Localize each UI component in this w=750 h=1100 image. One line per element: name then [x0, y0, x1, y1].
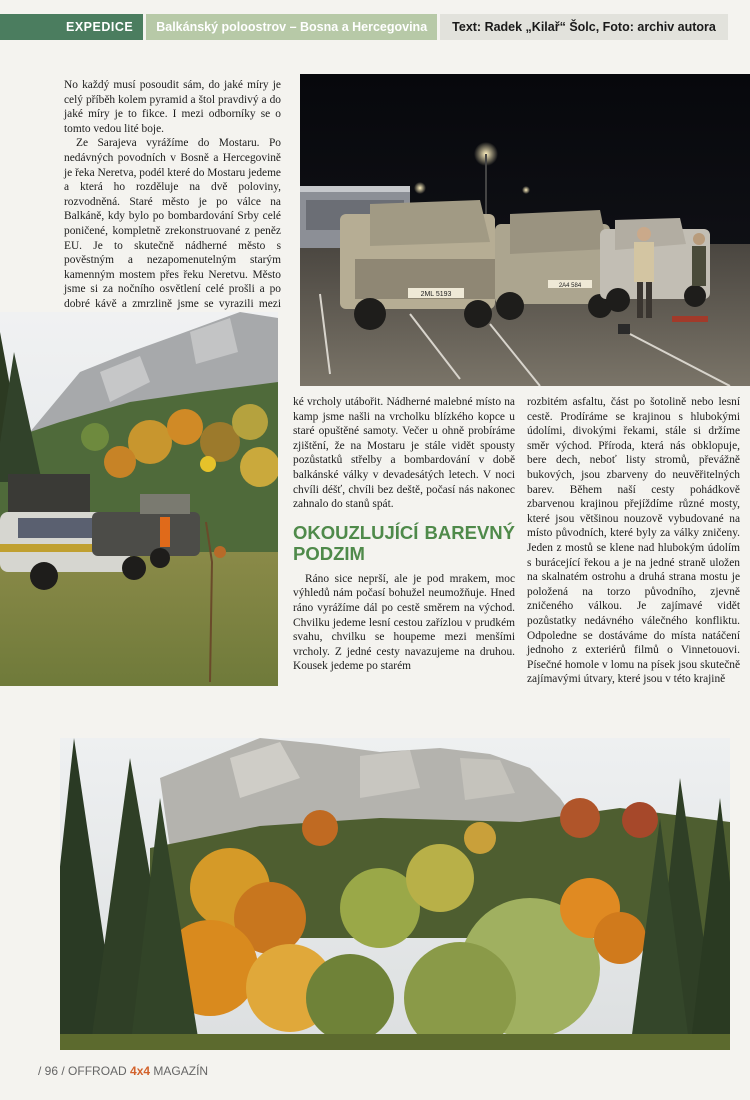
landscape-graphic	[60, 738, 730, 1050]
photo-night-camp	[300, 74, 750, 386]
magazine-name-accent: 4x4	[130, 1064, 151, 1078]
article-header	[0, 14, 728, 40]
text-column-3	[527, 395, 740, 687]
magazine-name: / OFFROAD	[61, 1064, 127, 1078]
text-column-1	[64, 78, 281, 326]
paragraph: rozbitém asfaltu, část po šotolině nebo lesní cestě. Prodíráme se krajinou s hlubokými údolími, divokými řekami, stále si držíme směr východ. Příroda, která nás obklopuje, bere dech, neboť listy stromů, převážně bukových, jsou zbarveny do neuvěřitelných barev. Během naší cesty pohádkově zbarvenou krajinou přejíždíme různé mosty, které jsou většinou nouzově vybudované na místo původních, které byly za války zničeny. Jeden z mostů se klene nad hlubokým údolím s burácející řekou a je na jedné straně uložen na skalnatém ostrohu a druhá strana mostu je položená na torzo původního, zjevně zničeného válkou. Je zajímavé vidět pozůstatky nedávného válečného konfliktu. Odpoledne se dostáváme do místa natáčení jednoho z exteriérů filmů o Vinnetouovi. Písečné homole v lomu na písek jsou skutečně zajímavými útvary, které jsou v této krajině	[527, 396, 740, 686]
page-footer	[38, 1064, 208, 1078]
photo-autumn-landscape	[60, 738, 730, 1050]
section-subheading: OKOUZLUJÍCÍ BAREVNÝ PODZIM	[293, 521, 515, 564]
paragraph: Ze Sarajeva vyrážíme do Mostaru. Po nedávných povodních v Bosně a Hercegovině je řeka Neretva, podél které do Mostaru jedeme a která ho rozděluje na dvě poloviny, rozvodněná. Staré město je po válce na Balkáně, kdy bylo po bombardování Srby celé poničené, kompletně zrekonstruované z peněz EU. Je to skutečně nádherné město s pověstným a nezapomenutelným starým kamenným mostem přes řeku Neretvu. Město jsme si za nočního osvětlení celé prošli a po dobré kávě a zmrzlině jsme se vyrazili mezi	[64, 137, 281, 310]
night-photo-graphic	[300, 74, 750, 386]
license-plate: 2A4 584	[558, 283, 582, 289]
author-credit: Text: Radek „Kilař“ Šolc, Foto: archiv autora	[440, 14, 728, 40]
photo-forest-camp	[0, 312, 278, 686]
license-plate: 2ML 5193	[420, 291, 452, 298]
magazine-name-suffix: MAGAZÍN	[153, 1064, 209, 1078]
paragraph: Ráno sice neprší, ale je pod mrakem, moc výhledů nám počasí bohužel neumožňuje. Hned ráno vyrážíme dál po cestě směrem na východ. Chvilku jedeme lesní cestou zařízlou v prudkém svahu, chvilku se houpeme mezi menšími vrcholy. Z jedné cesty navazujeme na druhou. Kousek jedeme po starém	[293, 572, 515, 673]
page-number: / 96	[38, 1064, 59, 1078]
text-column-2	[293, 395, 515, 674]
forest-camp-graphic	[0, 312, 278, 686]
section-label: EXPEDICE	[0, 14, 143, 40]
topic-label: Balkánský poloostrov – Bosna a Hercegovina	[146, 14, 437, 40]
paragraph: No každý musí posoudit sám, do jaké míry je celý příběh kolem pyramid a štol pravdivý a do jaké míry je to fikce. I mezi odborníky se o tomto vedou lité boje.	[64, 79, 281, 135]
paragraph: ké vrcholy utábořit. Nádherné malebné místo na kamp jsme našli na vrcholku blízkého kopce u staré opuštěné samoty. Večer u ohně probíráme zjištění, že na Mostaru je stále vidět spousty pozůstatků střelby a bombardování v době balkánské války v devadesátých letech. V noci chvíli déšť, chvíli bez deště, počasí nás nakonec zahnalo do stanů spát.	[293, 396, 515, 511]
